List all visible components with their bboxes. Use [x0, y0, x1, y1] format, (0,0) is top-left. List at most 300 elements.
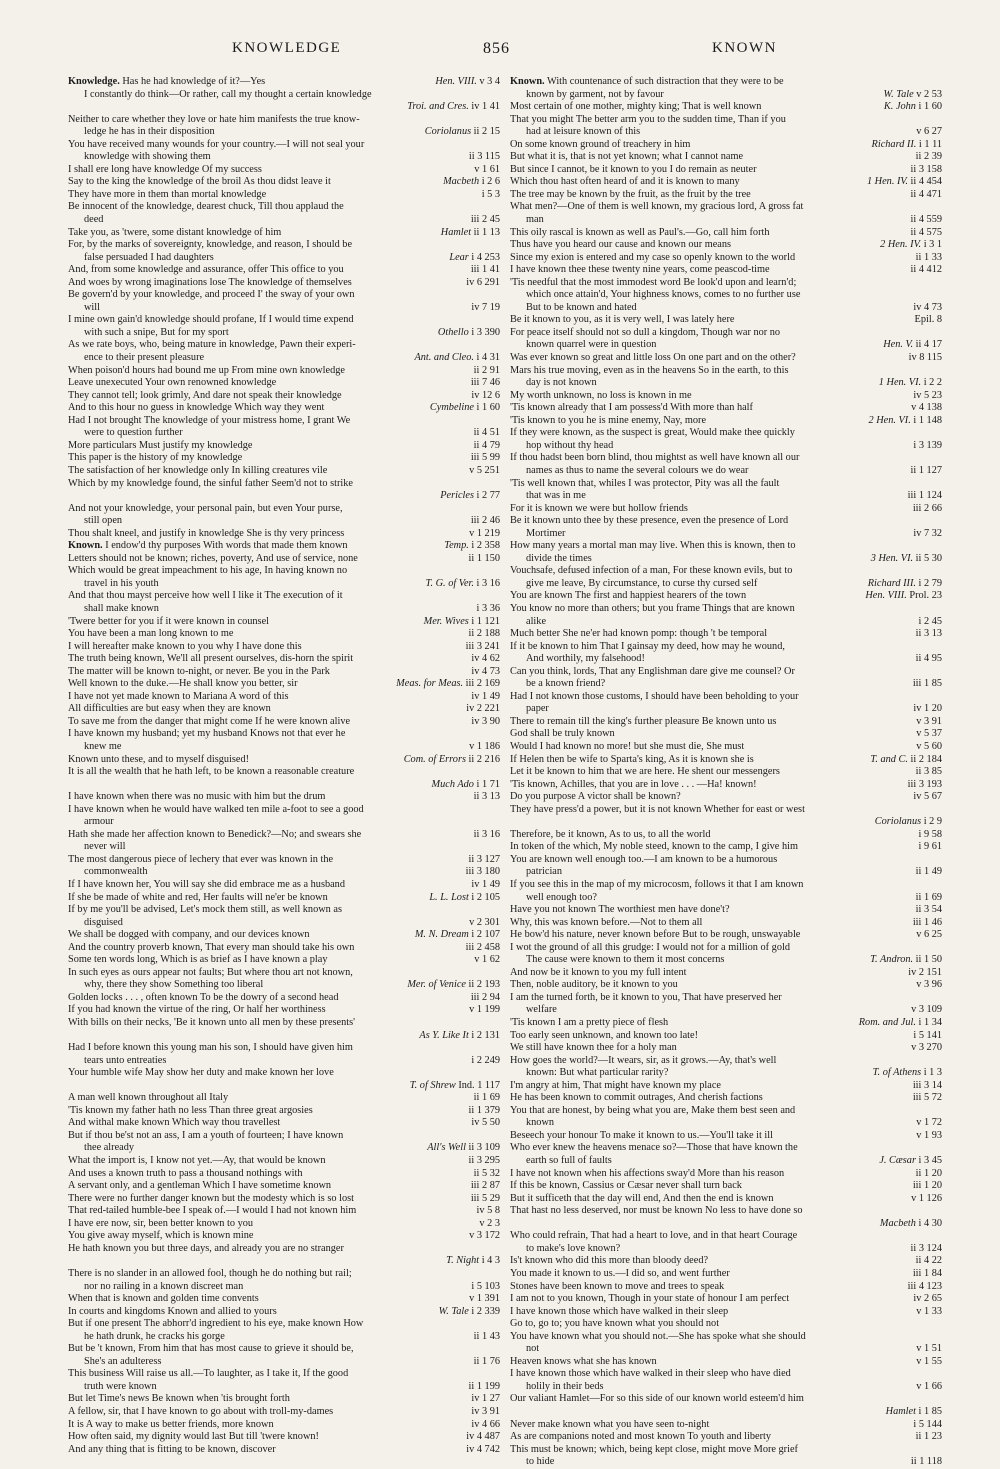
act-scene-line: ii 1 150 — [468, 552, 500, 564]
act-scene-line: iii 2 66 — [912, 502, 942, 514]
concordance-line — [68, 89, 500, 102]
concordance-line — [510, 1255, 942, 1268]
quotation-text: In courts and kingdoms Known and allied to yours — [68, 1305, 277, 1317]
act-scene-line: i 1 85 — [918, 1405, 942, 1417]
act-scene-line: Ind. 1 117 — [458, 1079, 500, 1091]
act-scene-line: v 1 51 — [916, 1343, 942, 1355]
act-scene-line: i 3 36 — [476, 602, 500, 614]
act-scene-line: ii 2 193 — [468, 979, 500, 991]
act-scene-line: ii 1 13 — [473, 226, 500, 238]
citation-reference — [912, 1168, 942, 1181]
act-scene-line: ii 3 85 — [915, 766, 942, 778]
act-scene-line: iii 2 45 — [470, 214, 500, 226]
citation-reference — [470, 365, 500, 378]
act-scene-line: ii 1 43 — [473, 1330, 500, 1342]
quotation-text: If they were known, as the suspect is great, Would make thee quickly — [510, 427, 795, 439]
concordance-line — [68, 791, 500, 804]
play-title: Temp. — [444, 540, 472, 552]
citation-reference — [904, 490, 942, 503]
concordance-line — [510, 490, 942, 503]
act-scene-line: iii 2 458 — [465, 941, 500, 953]
concordance-line — [510, 954, 942, 967]
concordance-line — [510, 1456, 942, 1469]
act-scene-line: ii 1 76 — [473, 1355, 500, 1367]
act-scene-line: ii 1 379 — [468, 1104, 500, 1116]
citation-reference — [905, 352, 942, 365]
quotation-text: Known. I endow'd thy purposes With words that made them known — [68, 540, 348, 552]
citation-reference — [864, 578, 942, 591]
concordance-line — [510, 1180, 942, 1193]
concordance-line — [510, 779, 942, 792]
act-scene-line: iv 1 20 — [913, 703, 942, 715]
citation-reference — [907, 1456, 942, 1469]
concordance-line — [68, 1130, 500, 1143]
citation-reference — [866, 954, 942, 967]
quotation-text: You have been a man long known to me — [68, 628, 234, 640]
act-scene-line: ii 4 559 — [910, 214, 942, 226]
quotation-text: Be govern'd by your knowledge, and proceed I' the sway of your own — [68, 289, 355, 301]
act-scene-line: ii 4 95 — [915, 653, 942, 665]
concordance-line — [510, 716, 942, 729]
act-scene-line: iii 2 169 — [465, 678, 500, 690]
citation-reference — [907, 1193, 942, 1206]
citation-reference — [431, 76, 500, 89]
concordance-line — [510, 1331, 942, 1344]
play-title: Hamlet — [885, 1405, 919, 1417]
concordance-line — [68, 1004, 500, 1017]
play-title: T. of Athens — [872, 1067, 924, 1079]
citation-reference — [442, 1255, 500, 1268]
act-scene-line: iii 1 124 — [907, 490, 942, 502]
concordance-line — [68, 415, 500, 428]
act-scene-line: ii 5 30 — [915, 552, 942, 564]
concordance-line — [68, 176, 500, 189]
play-title: Mer. of Venice — [407, 979, 469, 991]
play-title: Coriolanus — [874, 816, 924, 828]
act-scene-line: iv 5 50 — [471, 1117, 500, 1129]
play-title: As Y. Like It — [419, 1029, 472, 1041]
act-scene-line: i 4 253 — [471, 251, 500, 263]
concordance-line — [510, 929, 942, 942]
play-title: Troi. and Cres. — [407, 101, 472, 113]
citation-reference — [437, 227, 500, 240]
concordance-line — [510, 1431, 942, 1444]
act-scene-line: i 3 390 — [471, 326, 500, 338]
concordance-line — [68, 1444, 500, 1457]
act-scene-line: ii 1 127 — [910, 464, 942, 476]
concordance-line — [68, 214, 500, 227]
quotation-text: But if one present The abhorr'd ingredient to his eye, make known How — [68, 1318, 364, 1330]
quotation-text: divide the times — [526, 552, 592, 564]
act-scene-line: iii 2 87 — [470, 1180, 500, 1192]
quotation-text: For it is known we were but hollow friends — [510, 502, 688, 514]
headword: Knowledge. — [68, 76, 120, 87]
concordance-line — [510, 1268, 942, 1281]
concordance-line — [68, 490, 500, 503]
citation-reference — [470, 427, 500, 440]
act-scene-line: i 2 107 — [471, 929, 500, 941]
citation-reference — [912, 904, 942, 917]
quotation-text: man — [526, 214, 544, 226]
concordance-line — [68, 1017, 500, 1030]
quotation-text: All difficulties are but easy when they are known — [68, 703, 271, 715]
act-scene-line: i 3 45 — [918, 1155, 942, 1167]
citation-reference — [462, 703, 500, 716]
concordance-line — [510, 101, 942, 114]
headword: Known. — [510, 76, 545, 87]
play-title: T. Night — [446, 1255, 482, 1267]
concordance-line — [510, 992, 942, 1005]
quotation-text: This oily rascal is known as well as Paul's.—Go, call him forth — [510, 226, 770, 238]
quotation-text: When that is known and golden time convents — [68, 1293, 259, 1305]
quotation-text: with such a snipe, But for my sport — [84, 326, 229, 338]
concordance-line — [68, 1293, 500, 1306]
citation-reference — [426, 402, 500, 415]
quotation-text: Stones have been known to move and trees to speak — [510, 1280, 725, 1292]
play-title: J. Cæsar — [879, 1155, 919, 1167]
citation-reference — [909, 791, 942, 804]
concordance-line — [68, 728, 500, 741]
concordance-line — [68, 979, 500, 992]
concordance-line — [68, 1306, 500, 1319]
act-scene-line: iv 2 221 — [466, 703, 500, 715]
quotation-text: Had I not brought The knowledge of your mistress home, I grant We — [68, 414, 351, 426]
concordance-line — [68, 164, 500, 177]
act-scene-line: i 1 71 — [476, 778, 500, 790]
citation-reference — [425, 892, 500, 905]
citation-reference — [470, 1092, 500, 1105]
quotation-text: You are known The first and happiest hearers of the town — [510, 590, 747, 602]
citation-reference — [467, 1117, 500, 1130]
quotation-text: And withal make known Which way thou travellest — [68, 1117, 281, 1129]
concordance-line — [510, 728, 942, 741]
concordance-line — [68, 289, 500, 302]
quotation-text: The tree may be known by the fruit, as the fruit by the tree — [510, 188, 751, 200]
act-scene-line: iv 4 66 — [471, 1418, 500, 1430]
act-scene-line: i 2 339 — [471, 1305, 500, 1317]
citation-reference — [467, 515, 500, 528]
concordance-line — [510, 1030, 942, 1043]
citation-reference — [470, 1331, 500, 1344]
act-scene-line: i 9 58 — [918, 828, 942, 840]
play-title: Lear — [449, 251, 472, 263]
play-title: 3 Hen. VI. — [870, 552, 916, 564]
act-scene-line: i 2 358 — [471, 540, 500, 552]
quotation-text: If I have known her, You will say she did embrace me as a husband — [68, 879, 345, 890]
concordance-line — [68, 365, 500, 378]
act-scene-line: ii 4 471 — [910, 188, 942, 200]
act-scene-line: v 2 53 — [916, 88, 942, 100]
citation-reference — [465, 1004, 500, 1017]
concordance-line — [68, 1055, 500, 1068]
concordance-line — [68, 804, 500, 817]
concordance-line — [510, 126, 942, 139]
quotation-text: She's an adulteress — [84, 1355, 162, 1367]
quotation-text: alike — [526, 615, 547, 627]
concordance-line — [68, 1105, 500, 1118]
act-scene-line: v 1 93 — [916, 1129, 942, 1141]
concordance-line — [68, 252, 500, 265]
act-scene-line: iii 1 41 — [470, 264, 500, 276]
concordance-line — [68, 917, 500, 930]
quotation-text: If thou hadst been born blind, thou mightst as well have known all our — [510, 452, 800, 464]
concordance-line — [68, 892, 500, 905]
concordance-line — [68, 628, 500, 641]
quotation-text: On some known ground of treachery in him — [510, 138, 691, 150]
quotation-text: Which thou hast often heard of and it is known to many — [510, 176, 740, 188]
citation-reference — [912, 892, 942, 905]
act-scene-line: iii 2 46 — [470, 515, 500, 527]
concordance-line — [68, 452, 500, 465]
quotation-text: Then, noble auditory, be it known to you — [510, 979, 678, 991]
citation-reference — [912, 866, 942, 879]
citation-reference — [912, 979, 942, 992]
act-scene-line: iii 1 20 — [912, 1180, 942, 1192]
quotation-text: With bills on their necks, 'Be it known unto all men by these presents' — [68, 1017, 355, 1029]
act-scene-line: ii 1 69 — [915, 891, 942, 903]
citation-reference — [445, 252, 500, 265]
quotation-text: well enough too? — [526, 891, 597, 903]
concordance-line — [68, 327, 500, 340]
act-scene-line: v 6 27 — [916, 126, 942, 138]
citation-reference — [875, 1155, 942, 1168]
concordance-line — [68, 1067, 500, 1080]
citation-reference — [863, 176, 942, 189]
concordance-line — [68, 1419, 500, 1432]
concordance-line — [510, 766, 942, 779]
quotation-text: to hide — [526, 1456, 555, 1468]
concordance-line — [68, 515, 500, 528]
citation-reference — [912, 126, 942, 139]
citation-reference — [470, 829, 500, 842]
act-scene-line: i 9 61 — [918, 841, 942, 853]
quotation-text: Leave unexecuted Your own renowned knowledge — [68, 377, 277, 389]
concordance-line — [510, 314, 942, 327]
play-title: L. L. Lost — [429, 891, 472, 903]
concordance-line — [68, 741, 500, 754]
citation-reference — [912, 1130, 942, 1143]
quotation-text: Much better She ne'er had known pomp: though 't be temporal — [510, 628, 768, 640]
citation-reference — [909, 440, 942, 453]
quotation-text: Vouchsafe, defused infection of a man, For these known evils, but to — [510, 565, 793, 577]
act-scene-line: iv 5 23 — [913, 389, 942, 401]
concordance-line — [510, 1105, 942, 1118]
play-title: Cymbeline — [429, 402, 477, 414]
concordance-line — [510, 1205, 942, 1218]
citation-reference — [423, 1142, 500, 1155]
quotation-text: You know no more than others; but you frame Things that are known — [510, 602, 795, 614]
play-title: W. Tale — [883, 88, 917, 100]
citation-reference — [904, 967, 942, 980]
citation-reference — [912, 151, 942, 164]
concordance-line — [510, 540, 942, 553]
quotation-text: truth were known — [84, 1380, 157, 1392]
act-scene-line: v 2 3 — [479, 1217, 500, 1229]
act-scene-line: v 3 96 — [916, 979, 942, 991]
concordance-line — [510, 478, 942, 491]
concordance-line — [510, 339, 942, 352]
concordance-line — [68, 277, 500, 290]
act-scene-line: ii 2 184 — [910, 753, 942, 765]
citation-reference — [912, 716, 942, 729]
citation-reference — [467, 214, 500, 227]
concordance-line — [510, 1406, 942, 1419]
act-scene-line: v 1 391 — [469, 1293, 500, 1305]
quotation-text: How goes the world?—It wears, sir, as it grows.—Ay, that's well — [510, 1054, 777, 1066]
quotation-text: You that are honest, by being what you are, Make them best seen and — [510, 1104, 796, 1116]
citation-reference — [470, 1356, 500, 1369]
play-title: Richard II. — [871, 138, 919, 150]
citation-reference — [912, 628, 942, 641]
citation-reference — [869, 1067, 942, 1080]
act-scene-line: ii 2 15 — [473, 126, 500, 138]
concordance-line — [68, 189, 500, 202]
quotation-text: He hath known you but three days, and already you are no stranger — [68, 1242, 344, 1254]
act-scene-line: iv 3 90 — [471, 715, 500, 727]
citation-reference — [880, 101, 942, 114]
act-scene-line: iv 6 291 — [466, 276, 500, 288]
concordance-line — [68, 1205, 500, 1218]
quotation-text: Take you, as 'twere, some distant knowledge of him — [68, 226, 282, 238]
concordance-line — [68, 1281, 500, 1294]
concordance-line — [68, 1318, 500, 1331]
quotation-text: And woes by wrong imaginations lose The knowledge of themselves — [68, 276, 352, 288]
quotation-text: known — [526, 1117, 555, 1129]
quotation-text: Let it be known to him that we are here. He shent our messengers — [510, 766, 780, 778]
concordance-line — [68, 929, 500, 942]
quotation-text: Who ever knew the heavens menace so?—Those that have known the — [510, 1142, 798, 1154]
concordance-line — [510, 515, 942, 528]
concordance-line — [510, 151, 942, 164]
concordance-line — [510, 590, 942, 603]
quotation-text: A man well known throughout all Italy — [68, 1092, 229, 1104]
concordance-line — [510, 703, 942, 716]
concordance-line — [68, 528, 500, 541]
concordance-line — [510, 1368, 942, 1381]
citation-reference — [467, 666, 500, 679]
quotation-text: That you might The better arm you to the sudden time, Than if you — [510, 113, 786, 125]
concordance-line — [68, 114, 500, 127]
citation-reference — [909, 1092, 942, 1105]
citation-reference — [467, 1419, 500, 1432]
citation-reference — [907, 214, 942, 227]
quotation-text: Heaven knows what she has known — [510, 1355, 657, 1367]
citation-reference — [462, 1444, 500, 1457]
act-scene-line: v 1 66 — [916, 1380, 942, 1392]
play-title: Richard III. — [867, 577, 919, 589]
quotation-text: welfare — [526, 1004, 557, 1016]
quotation-text: The matter will be known to-night, or never. Be you in the Park — [68, 665, 330, 677]
play-title: 1 Hen. VI. — [878, 377, 924, 389]
act-scene-line: iii 3 180 — [465, 866, 500, 878]
citation-reference — [876, 239, 942, 252]
citation-reference — [909, 1268, 942, 1281]
quotation-text: I have known thee these twenty nine years, come peascod-time — [510, 264, 770, 276]
quotation-text: thee already — [84, 1142, 135, 1154]
concordance-line — [68, 1042, 500, 1055]
citation-reference — [912, 1343, 942, 1356]
concordance-line — [510, 1393, 942, 1406]
concordance-line — [68, 1356, 500, 1369]
act-scene-line: i 2 131 — [471, 1029, 500, 1041]
quotation-text: why, there they show Something too liberal — [84, 979, 264, 991]
concordance-line — [68, 666, 500, 679]
concordance-line — [510, 89, 942, 102]
concordance-line — [68, 616, 500, 629]
act-scene-line: i 4 31 — [476, 352, 500, 364]
concordance-line — [68, 440, 500, 453]
play-title: K. John — [883, 101, 919, 113]
act-scene-line: i 3 1 — [923, 239, 942, 251]
quotation-text: I am not to you known, Though in your state of honour I am perfect — [510, 1293, 790, 1305]
quotation-text: That hast no less deserved, nor must be known No less to have done so — [510, 1205, 803, 1217]
concordance-line — [510, 465, 942, 478]
act-scene-line: iii 7 46 — [470, 377, 500, 389]
concordance-line — [510, 1067, 942, 1080]
concordance-line — [510, 528, 942, 541]
quotation-text: were to question further — [84, 427, 183, 439]
citation-reference — [465, 1293, 500, 1306]
act-scene-line: ii 2 39 — [915, 151, 942, 163]
citation-reference — [475, 1218, 500, 1231]
play-title: Pericles — [440, 490, 477, 502]
citation-reference — [422, 578, 500, 591]
concordance-line — [68, 76, 500, 89]
quotation-text: Had I not known those customs, I should have been beholding to your — [510, 690, 799, 702]
act-scene-line: iii 4 123 — [907, 1280, 942, 1292]
quotation-text: disguised — [84, 916, 123, 928]
quotation-text: had at leisure known of this — [526, 126, 641, 138]
quotation-text: Thou shalt kneel, and justify in knowledge She is thy very princess — [68, 527, 345, 539]
quotation-text: In token of the which, My noble steed, known to the camp, I give him — [510, 841, 798, 853]
quotation-text: If you had known the virtue of the ring, Or half her worthiness — [68, 1004, 326, 1016]
quotation-text: paper — [526, 703, 549, 715]
act-scene-line: iv 12 6 — [471, 389, 500, 401]
citation-reference — [462, 942, 500, 955]
citation-reference — [462, 277, 500, 290]
quotation-text: patrician — [526, 866, 563, 878]
act-scene-line: iv 2 65 — [913, 1293, 942, 1305]
quotation-text: 'Tis needful that the most immodest word Be look'd upon and learn'd; — [510, 276, 797, 288]
act-scene-line: v 1 55 — [916, 1355, 942, 1367]
concordance-line — [510, 503, 942, 516]
act-scene-line: ii 1 199 — [468, 1380, 500, 1392]
concordance-line — [68, 1381, 500, 1394]
concordance-line — [510, 277, 942, 290]
quotation-text: Mars his true moving, even as in the heavens So in the earth, to this — [510, 364, 789, 376]
act-scene-line: iv 8 115 — [908, 352, 942, 364]
act-scene-line: v 3 4 — [479, 76, 500, 87]
citation-reference — [470, 1168, 500, 1181]
citation-reference — [907, 465, 942, 478]
citation-reference — [465, 151, 500, 164]
quotation-text: 'Tis known to you he is mine enemy, Nay, more — [510, 414, 707, 426]
citation-reference — [470, 791, 500, 804]
concordance-line — [510, 1281, 942, 1294]
concordance-line — [68, 239, 500, 252]
play-title: Hen. VIII. — [865, 590, 910, 602]
concordance-line — [510, 440, 942, 453]
concordance-line — [510, 1343, 942, 1356]
quotation-text: There is no slander in an allowed fool, though he do nothing but rail; — [68, 1267, 352, 1279]
concordance-line — [68, 1255, 500, 1268]
concordance-line — [68, 590, 500, 603]
quotation-text: Therefore, be it known, As to us, to all the world — [510, 828, 711, 840]
quotation-text: I have known those which have walked in their sleep who have died — [510, 1368, 791, 1380]
concordance-line — [510, 427, 942, 440]
play-title: W. Tale — [438, 1305, 472, 1317]
act-scene-line: i 1 121 — [471, 615, 500, 627]
